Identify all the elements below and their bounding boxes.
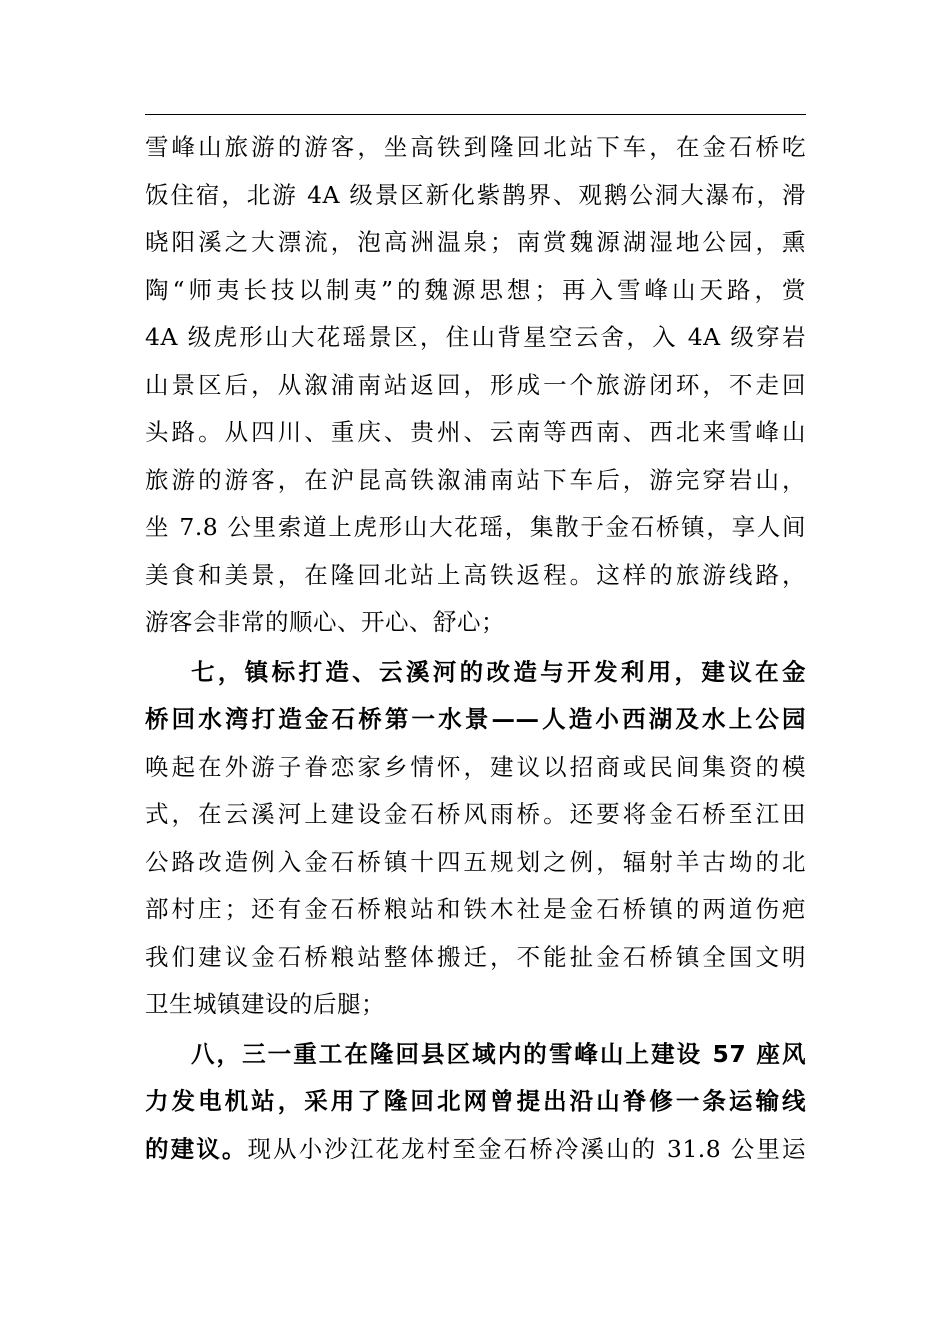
text-line: 雪峰山旅游的游客，坐高铁到隆回北站下车，在金石桥吃	[145, 133, 806, 161]
text-line: 我们建议金石桥粮站整体搬迁，不能扯金石桥镇全国文明	[145, 942, 806, 971]
text-line: 山景区后，从溆浦南站返回，形成一个旅游闭环，不走回	[145, 370, 806, 399]
text-line: 饭住宿，北游 4A 级景区新化紫鹊界、观鹅公洞大瀑布，滑	[145, 180, 806, 209]
text-line: 陶“师夷长技以制夷”的魏源思想；再入雪峰山天路，赏	[145, 275, 806, 304]
text-line: 式，在云溪河上建设金石桥风雨桥。还要将金石桥至江田	[145, 800, 806, 828]
heading-line	[145, 1031, 806, 1079]
text-span: 现从小沙江花龙村至金石桥冷溪山的 31.8 公里运	[247, 1134, 806, 1163]
bold-text: 桥回水湾打造金石桥第一水景——人造小西湖及水上公园	[145, 705, 806, 733]
text-line: 公路改造例入金石桥镇十四五规划之例，辐射羊古坳的北	[145, 847, 806, 876]
bold-text: 八，三一重工在隆回县区域内的雪峰山上建设 57 座风	[191, 1039, 806, 1068]
text-line: 唤起在外游子眷恋家乡情怀，建议以招商或民间集资的模	[145, 752, 806, 781]
bold-text: 力发电机站，采用了隆回北网曾提出沿山脊修一条运输线	[145, 1087, 806, 1115]
text-line: 卫生城镇建设的后腿；	[145, 990, 385, 1018]
heading-line	[145, 649, 806, 697]
bold-text: 的建议。	[145, 1134, 248, 1163]
text-line: 坐 7.8 公里索道上虎形山大花瑶，集散于金石桥镇，享人间	[145, 513, 806, 541]
header-rule	[145, 114, 806, 115]
text-line: 旅游的游客，在沪昆高铁溆浦南站下车后，游完穿岩山，	[145, 465, 806, 494]
document-page	[145, 124, 806, 1173]
text-line: 美食和美景，在隆回北站上高铁返程。这样的旅游线路，	[145, 560, 806, 589]
text-line: 部村庄；还有金石桥粮站和铁木社是金石桥镇的两道伤疤	[145, 895, 806, 923]
text-line: 晓阳溪之大漂流，泡高洲温泉；南赏魏源湖湿地公园，熏	[145, 228, 806, 256]
text-line: 4A 级虎形山大花瑶景区，住山背星空云舍，入 4A 级穿岩	[145, 323, 806, 351]
bold-text: 七，镇标打造、云溪河的改造与开发利用，建议在金	[191, 657, 806, 686]
text-line: 头路。从四川、重庆、贵州、云南等西南、西北来雪峰山	[145, 418, 806, 446]
heading-line	[145, 1078, 806, 1126]
mixed-line	[145, 1126, 806, 1174]
text-line: 游客会非常的顺心、开心、舒心；	[145, 608, 505, 636]
heading-line	[145, 696, 806, 744]
